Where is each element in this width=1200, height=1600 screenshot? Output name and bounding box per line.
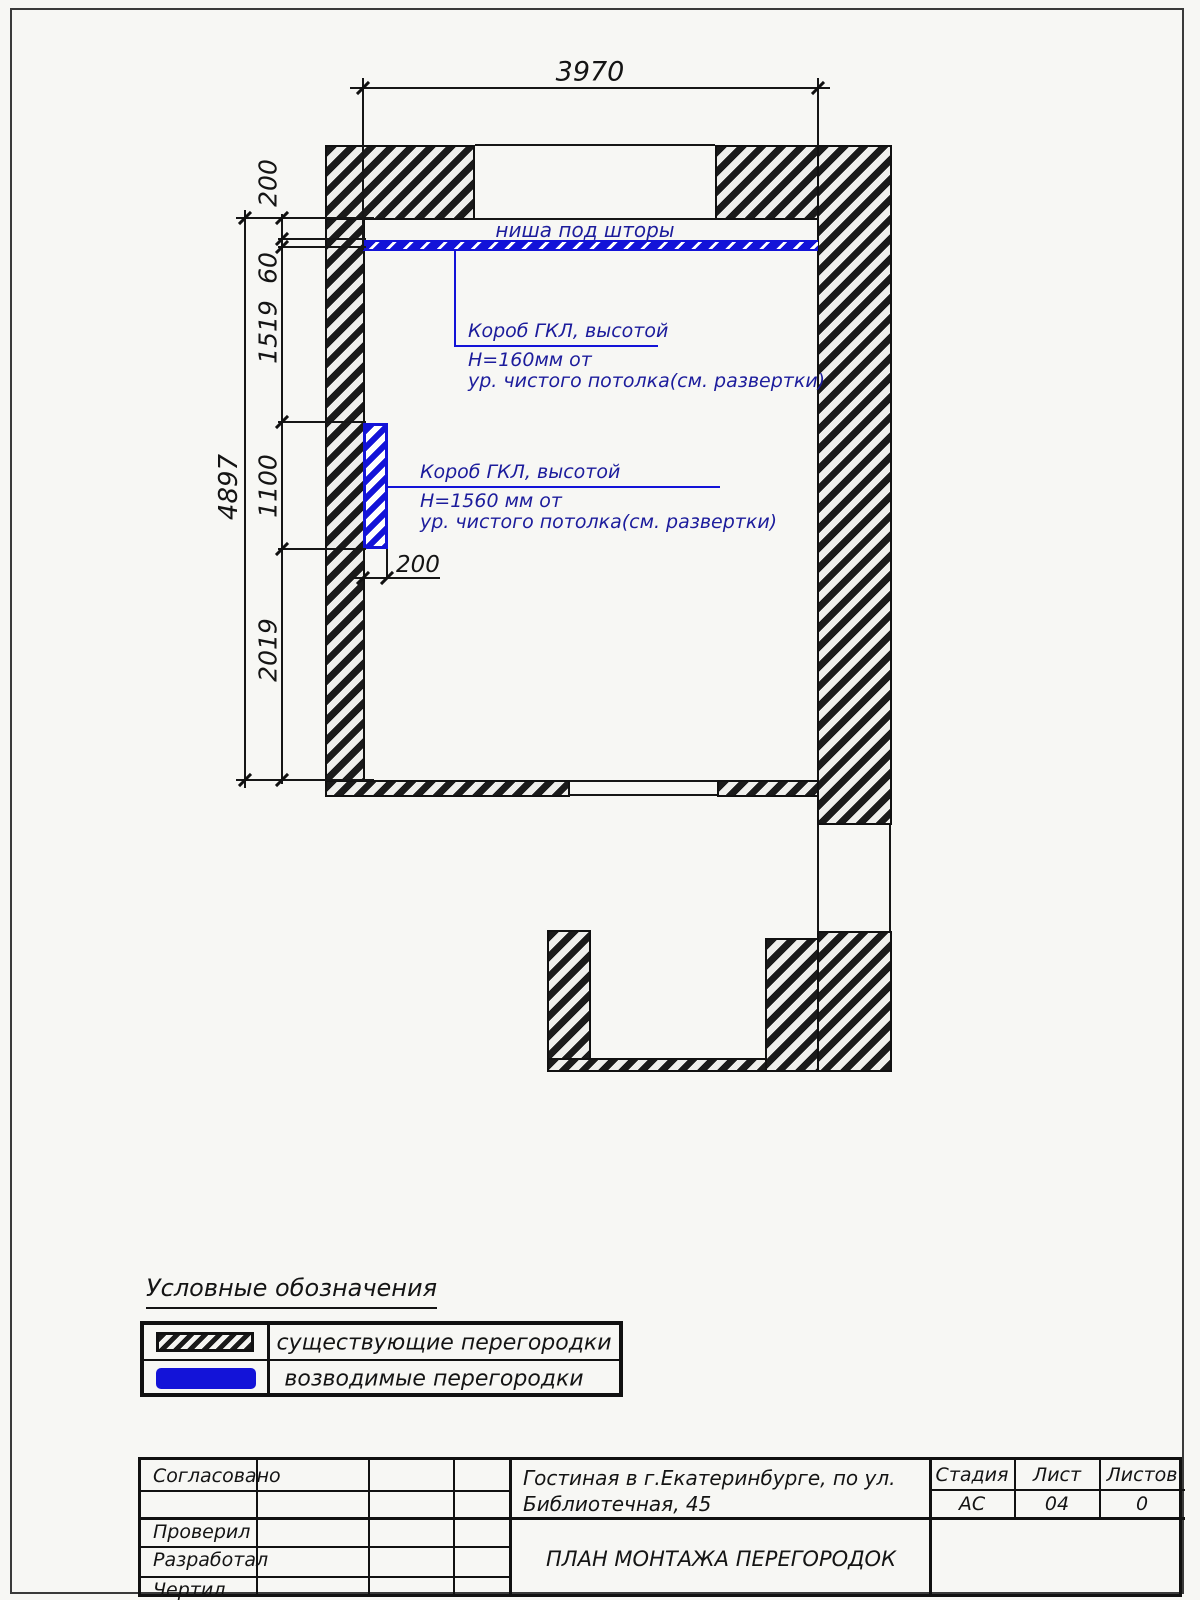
- niche-label: ниша под шторы: [495, 218, 675, 242]
- dim-2019: 2019: [253, 618, 283, 682]
- stage-value: АС: [958, 1493, 986, 1515]
- sheets-value: 0: [1135, 1493, 1149, 1515]
- dim-box-value: 200: [396, 552, 440, 578]
- dim-ext: [278, 246, 366, 248]
- wall-bottom-left-segment: [325, 780, 570, 797]
- drawing-title: ПЛАН МОНТАЖА ПЕРЕГОРОДОК: [546, 1547, 896, 1571]
- project-name-line2: Библиотечная, 45: [523, 1492, 712, 1516]
- titleblock-grid-line: [141, 1517, 1185, 1520]
- dim-1519: 1519: [253, 300, 283, 364]
- legend-title: Условные обозначения: [146, 1274, 437, 1309]
- titleblock-row-drawn: Чертил: [153, 1579, 226, 1600]
- legend-swatch-new: [156, 1368, 256, 1389]
- note2-line3: ур. чистого потолка(см. развертки): [420, 511, 778, 533]
- note2-leader-horizontal: [388, 486, 720, 488]
- titleblock-row-checked: Проверил: [153, 1521, 251, 1543]
- dim-ext: [278, 548, 366, 550]
- titleblock-grid-line: [453, 1460, 455, 1594]
- note2-line2: Н=1560 мм от: [420, 490, 562, 512]
- titleblock-grid-line: [929, 1489, 1185, 1491]
- dim-ext: [236, 217, 374, 219]
- titleblock-grid-line: [141, 1546, 511, 1548]
- note1-line3: ур. чистого потолка(см. развертки): [468, 370, 826, 392]
- dim-top-ext-left: [362, 78, 364, 250]
- titleblock-row-developed: Разработал: [153, 1549, 269, 1571]
- balcony-wall-left: [547, 930, 591, 1072]
- dim-top-value: 3970: [555, 56, 625, 88]
- note1-leader-horizontal: [454, 345, 658, 347]
- dim-ext: [236, 779, 374, 781]
- legend-divider-horizontal: [144, 1359, 619, 1361]
- note2-line1: Короб ГКЛ, высотой: [420, 461, 621, 483]
- wall-left: [325, 218, 365, 782]
- legend-label-new: возводимые перегородки: [284, 1366, 584, 1392]
- sheet-value: 04: [1044, 1493, 1070, 1515]
- legend-swatch-existing: [156, 1332, 254, 1352]
- wall-right: [817, 145, 892, 825]
- dim-ext: [278, 238, 366, 240]
- new-partition-box-left-wall: [363, 423, 388, 549]
- corridor-line-right: [889, 825, 891, 932]
- dim-overall-line: [244, 210, 246, 788]
- titleblock-grid-line: [141, 1490, 511, 1492]
- door-opening-bottom-wall: [570, 780, 717, 796]
- titleblock-grid-line: [141, 1576, 511, 1578]
- legend-label-existing: существующие перегородки: [276, 1330, 612, 1356]
- project-name-line1: Гостиная в г.Екатеринбурге, по ул.: [523, 1466, 896, 1490]
- wall-top-left: [325, 145, 475, 220]
- dim-200: 200: [253, 159, 283, 207]
- titleblock-row-approved: Согласовано: [153, 1465, 281, 1487]
- note1-leader-vertical: [454, 251, 456, 347]
- stage-header: Стадия: [935, 1464, 1009, 1486]
- sheets-header: Листов: [1106, 1464, 1178, 1486]
- titleblock-grid-line: [509, 1460, 512, 1594]
- balcony-wall-right-step: [817, 931, 892, 1072]
- dim-60: 60: [253, 252, 283, 284]
- wall-bottom-right-segment: [717, 780, 819, 797]
- title-block: [138, 1457, 1182, 1600]
- note1-line2: Н=160мм от: [468, 349, 592, 371]
- titleblock-grid-line: [929, 1460, 932, 1594]
- dim-1100: 1100: [253, 454, 283, 518]
- dim-overall-value: 4897: [214, 453, 244, 521]
- sheet-header: Лист: [1032, 1464, 1082, 1486]
- titleblock-grid-line: [368, 1460, 370, 1594]
- legend-table: [140, 1321, 623, 1397]
- corridor-line-left: [817, 825, 819, 932]
- note1-line1: Короб ГКЛ, высотой: [468, 320, 669, 342]
- opening-top-line: [475, 144, 715, 146]
- dim-ext: [278, 421, 366, 423]
